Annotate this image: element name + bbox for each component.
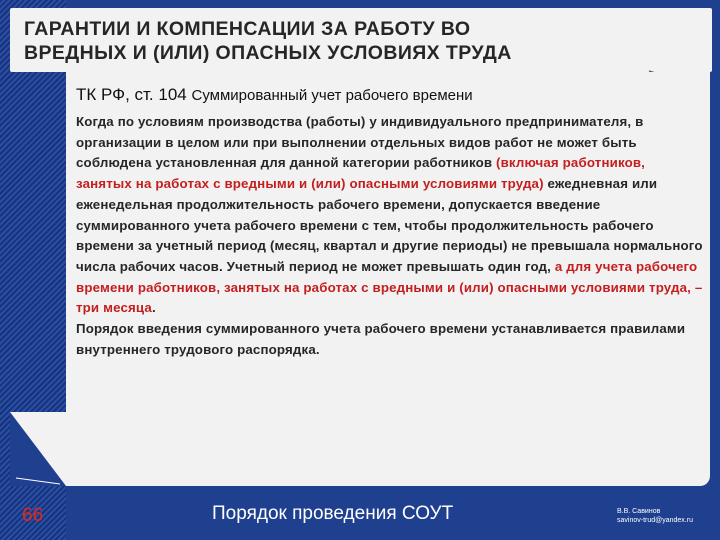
author-name: В.В. Савинов	[617, 508, 661, 515]
section-heading	[76, 85, 473, 105]
page-number: 66	[22, 505, 44, 526]
highlighted-text: (включая работников, занятых на работах с вредными и (или) опасными условиями труда)	[76, 155, 646, 192]
title-bar	[10, 8, 712, 72]
content-panel	[66, 72, 710, 486]
highlighted-text: а для учета рабочего времени работников, занятых на работах с вредными и (или) опасными условиями труда, – три месяца	[76, 258, 703, 316]
footer-title: Порядок проведения СОУТ	[212, 503, 454, 524]
corner-decoration	[10, 412, 66, 486]
article-reference: ТК РФ, ст. 104	[76, 85, 187, 104]
article-text-part: Когда по условиям производства (работы) у индивидуального предпринимателя, в организации в целом или при выполнении отдельных видов работ не может быть соблюдена установленная для данной категории работников	[76, 114, 644, 171]
author-email: savinov-trud@yandex.ru	[617, 517, 693, 524]
article-text	[76, 112, 704, 360]
article-text-part: .	[151, 300, 156, 316]
corner-triangle-icon	[10, 412, 66, 486]
article-text-part: Порядок введения суммированного учета рабочего времени устанавливается правилами внутреннего трудового распорядка.	[76, 321, 686, 357]
footer-credit	[617, 507, 693, 525]
slide-title: ГАРАНТИИ И КОМПЕНСАЦИИ ЗА РАБОТУ ВО ВРЕДНЫХ И (ИЛИ) ОПАСНЫХ УСЛОВИЯХ ТРУДА	[24, 18, 512, 64]
section-subtitle: Суммированный учет рабочего времени	[191, 87, 473, 104]
article-text-part: ежедневная или еженедельная продолжительность рабочего времени, допускается введение суммированного учета рабочего времени с тем, чтобы продолжительность рабочего времени за учетный период (месяц, квартал и другие периоды) не превышала нормального числа рабочих часов. Учетный период не может превышать один год,	[76, 176, 703, 274]
